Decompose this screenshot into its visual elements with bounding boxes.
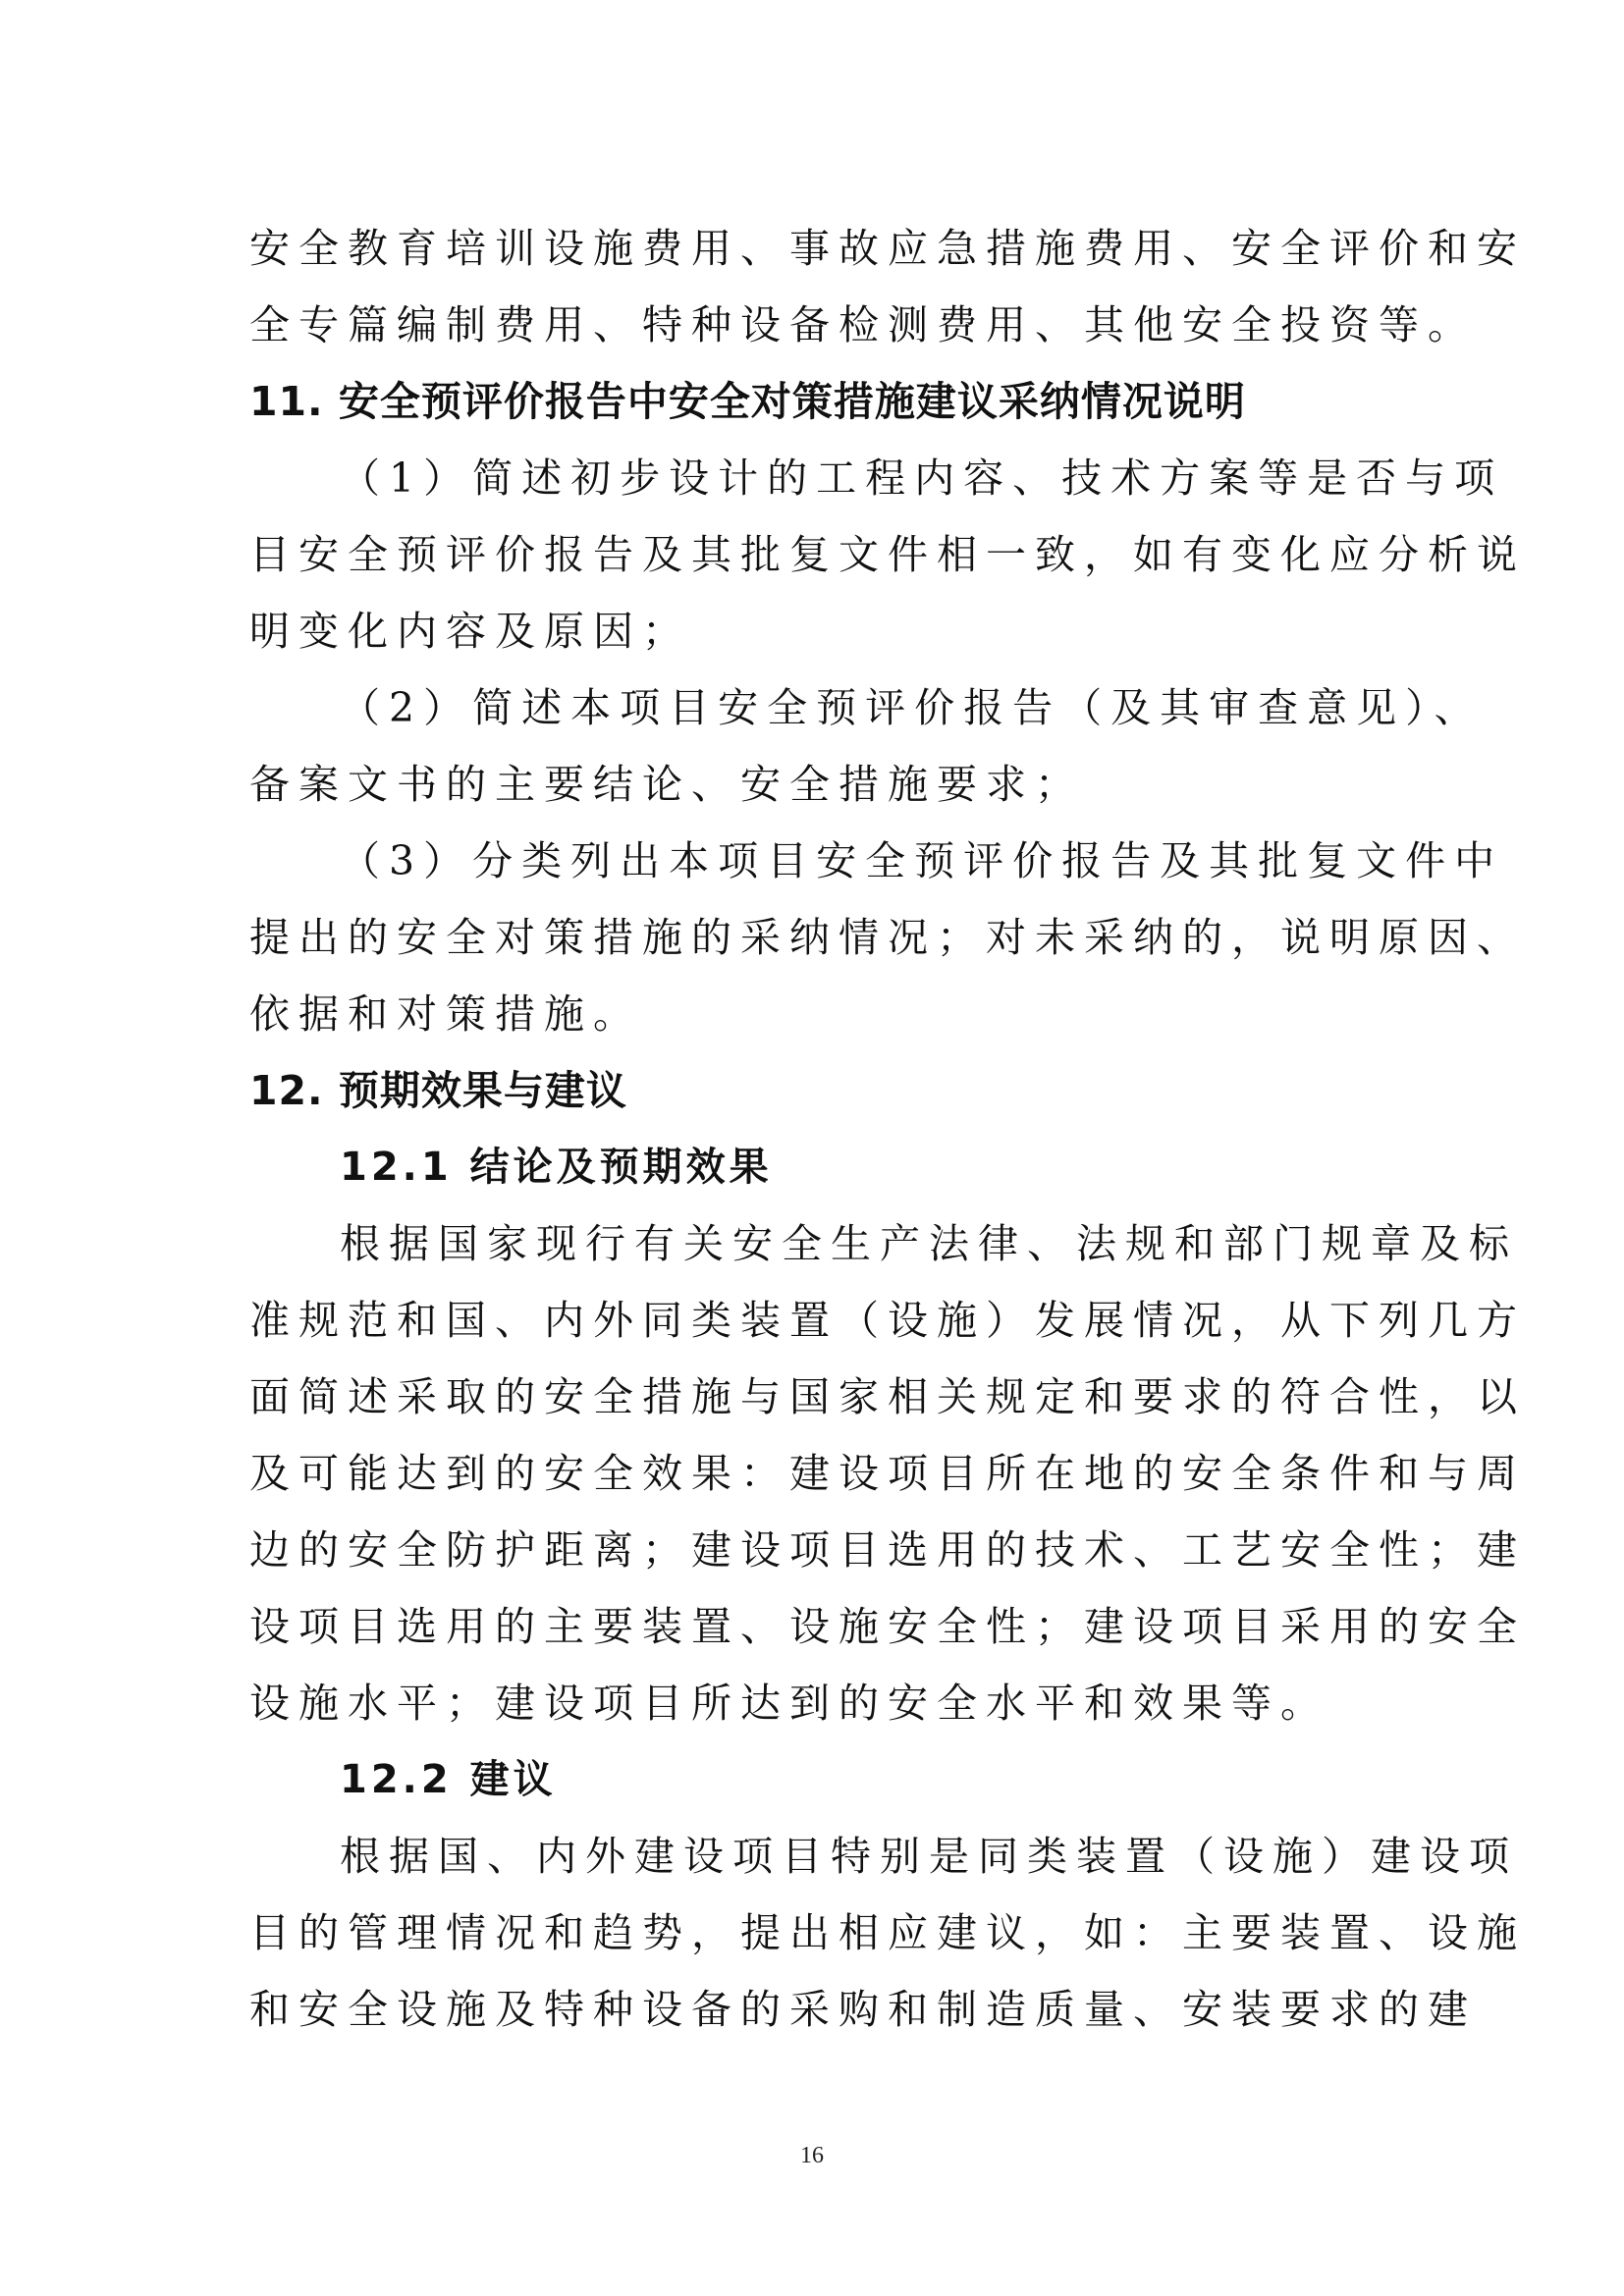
body-line: 明变化内容及原因； [249, 608, 691, 655]
body-line: 全专篇编制费用、特种设备检测费用、其他安全投资等。 [249, 301, 1477, 348]
body-line: 备案文书的主要结论、安全措施要求； [249, 761, 1084, 808]
subsection-heading-12-2: 12.2 建议 [340, 1757, 557, 1802]
section-heading-12: 12. 预期效果与建议 [249, 1067, 627, 1114]
body-line: 依据和对策措施。 [249, 990, 642, 1038]
section-heading-11: 11. 安全预评价报告中安全对策措施建议采纳情况说明 [249, 378, 1246, 425]
subsection-heading-12-1: 12.1 结论及预期效果 [340, 1145, 773, 1190]
paragraph-start: （3）分类列出本项目安全预评价报告及其批复文件中 [340, 837, 1504, 884]
body-line: 准规范和国、内外同类装置（设施）发展情况，从下列几方 [249, 1297, 1526, 1344]
paragraph-start: 根据国、内外建设项目特别是同类装置（设施）建设项 [340, 1833, 1518, 1880]
body-line: 设项目选用的主要装置、设施安全性；建设项目采用的安全 [249, 1603, 1526, 1650]
paragraph-start: （2）简述本项目安全预评价报告（及其审查意见）、 [340, 684, 1484, 731]
body-line: 安全教育培训设施费用、事故应急措施费用、安全评价和安 [249, 225, 1526, 272]
body-line: 设施水平；建设项目所达到的安全水平和效果等。 [249, 1680, 1329, 1727]
paragraph-start: （1）简述初步设计的工程内容、技术方案等是否与项 [340, 454, 1504, 502]
body-line: 提出的安全对策措施的采纳情况；对未采纳的，说明原因、 [249, 914, 1526, 961]
body-line: 边的安全防护距离；建设项目选用的技术、工艺安全性；建 [249, 1526, 1526, 1574]
document-body [249, 210, 1526, 2048]
paragraph-start: 根据国家现行有关安全生产法律、法规和部门规章及标 [340, 1220, 1518, 1267]
body-line: 面简述采取的安全措施与国家相关规定和要求的符合性，以 [249, 1373, 1526, 1420]
body-line: 目安全预评价报告及其批复文件相一致，如有变化应分析说 [249, 531, 1526, 578]
body-line: 及可能达到的安全效果：建设项目所在地的安全条件和与周 [249, 1450, 1526, 1497]
body-line: 和安全设施及特种设备的采购和制造质量、安装要求的建 [249, 1986, 1477, 2033]
page-number: 16 [800, 2143, 824, 2168]
body-line: 目的管理情况和趋势，提出相应建议，如：主要装置、设施 [249, 1909, 1526, 1956]
